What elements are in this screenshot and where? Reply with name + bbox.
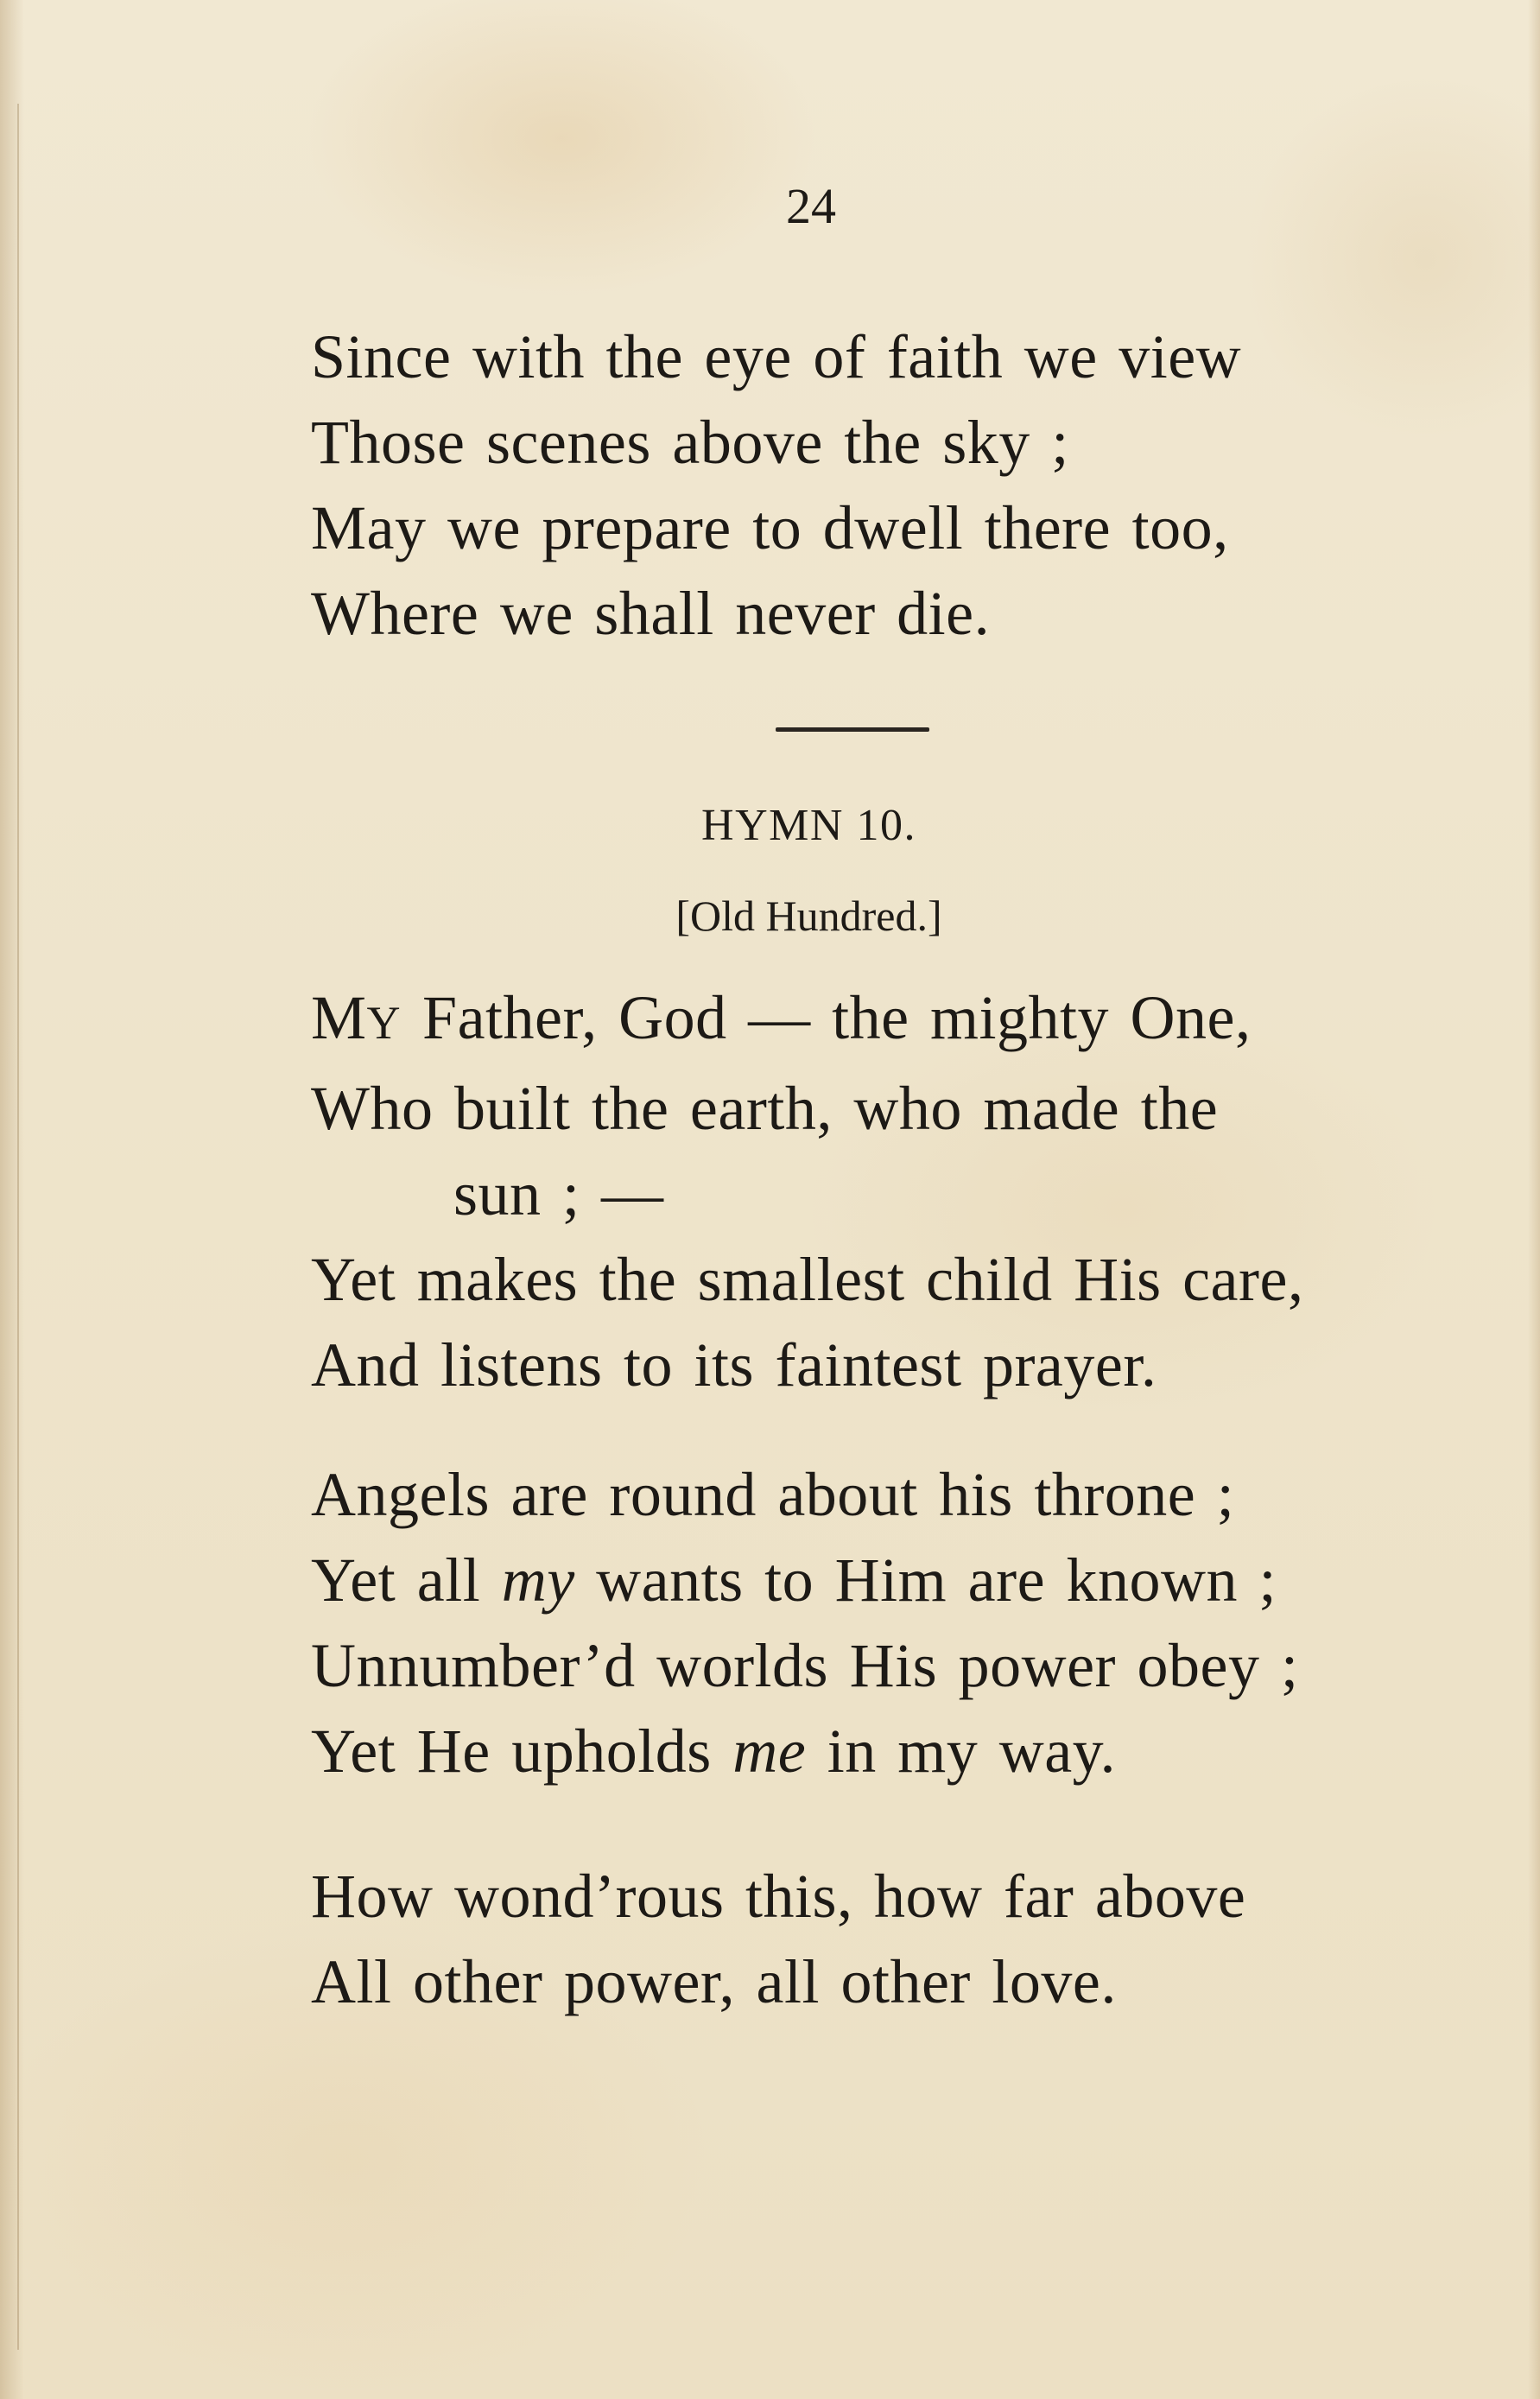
verse-line: Yet makes the smallest child His care,	[311, 1245, 1304, 1314]
verse-segment: wants to Him are known ;	[574, 1545, 1277, 1615]
page-left-edge-shadow	[0, 0, 24, 2399]
page-right-edge-shadow	[1528, 0, 1540, 2399]
verse-segment: in my way.	[806, 1717, 1116, 1786]
verse-line-rest: Father, God — the mighty One,	[401, 983, 1252, 1052]
verse-line: Since with the eye of faith we view	[311, 322, 1242, 391]
verse-segment: Yet all	[311, 1545, 502, 1615]
emphasized-word: my	[501, 1545, 575, 1615]
verse-line-indented: sun ; —	[453, 1159, 664, 1228]
hymn-tune-name: [Old Hundred.]	[675, 892, 942, 940]
hymn-stanza-3	[311, 1854, 1468, 2025]
section-divider-rule	[776, 727, 929, 732]
emphasized-word: me	[732, 1717, 807, 1786]
verse-line: And listens to its faintest prayer.	[311, 1330, 1157, 1399]
previous-hymn-final-stanza	[311, 314, 1468, 657]
verse-line: How wond’rous this, how far above	[311, 1862, 1246, 1931]
verse-line	[311, 975, 1468, 1066]
verse-segment: Yet He upholds	[311, 1717, 733, 1786]
hymn-stanza-2	[311, 1452, 1468, 1794]
verse-line: Angels are round about his throne ;	[311, 1460, 1235, 1529]
hymn-stanza-1	[311, 975, 1468, 1408]
verse-line: Those scenes above the sky ;	[311, 408, 1069, 477]
verse-line: All other power, all other love.	[311, 1947, 1117, 2016]
dropcap-word: MY	[311, 983, 402, 1052]
page-number: 24	[786, 178, 836, 234]
verse-line: Where we shall never die.	[311, 579, 991, 648]
verse-line	[311, 1709, 1468, 1794]
verse-line: Unnumber’d worlds His power obey ;	[311, 1631, 1299, 1700]
hymn-title: HYMN 10.	[701, 801, 916, 850]
verse-line: Who built the earth, who made the	[311, 1074, 1219, 1143]
verse-line: May we prepare to dwell there too,	[311, 493, 1229, 562]
page-gutter-line	[17, 104, 19, 2350]
verse-line	[311, 1538, 1468, 1623]
